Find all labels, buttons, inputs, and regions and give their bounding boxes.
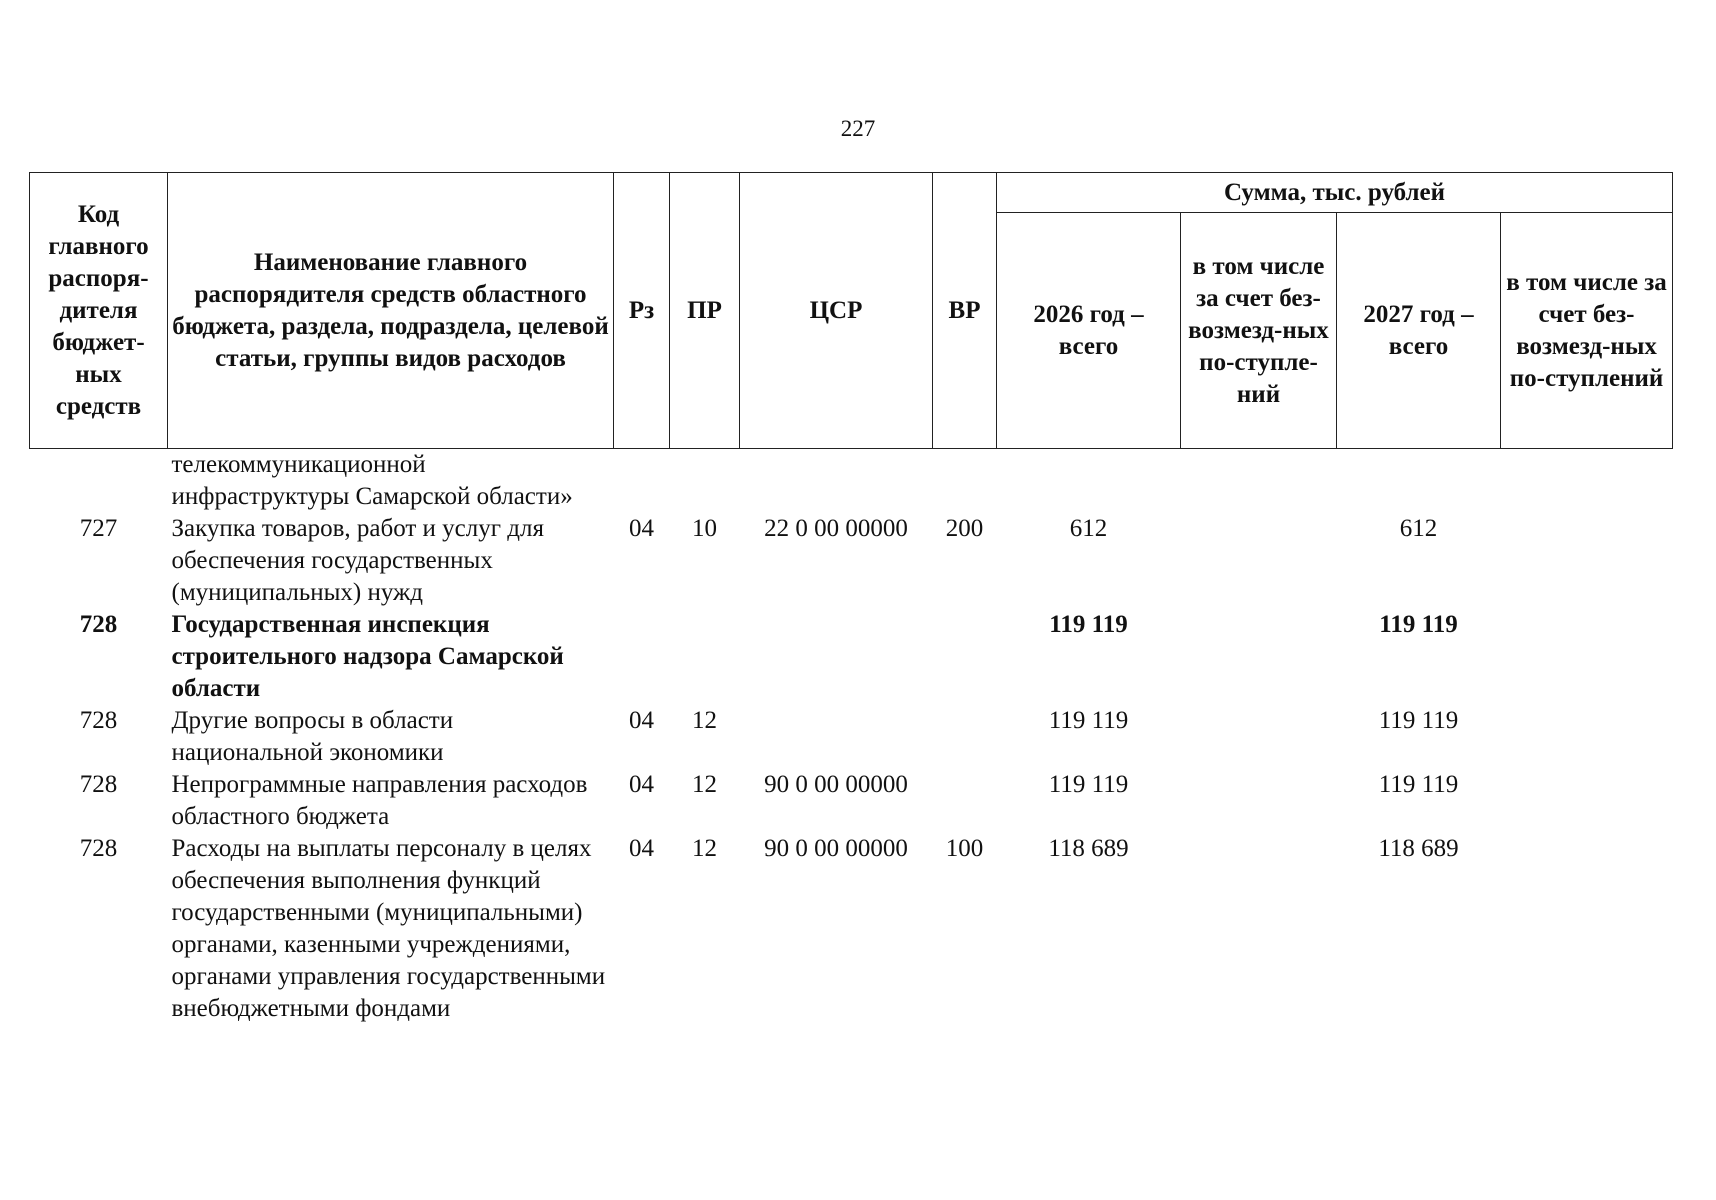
cell-pr: 10: [692, 515, 717, 542]
header-2026-gratuitous: в том числе за счет без-возмезд-ных по-ступле-ний: [1181, 213, 1337, 449]
cell-2026-total: 118 689: [1048, 835, 1129, 862]
cell-code: 728: [79, 771, 118, 798]
header-code: Код главного распоря-дителя бюджет-ных средств: [30, 173, 168, 449]
cell-pr: 12: [692, 707, 717, 734]
cell-2026-total: 612: [1069, 515, 1108, 542]
cell-name: Закупка товаров, работ и услуг для обеспечения государственных (муниципальных) нужд: [171, 515, 544, 606]
header-pr: ПР: [670, 173, 740, 449]
cell-2026-gratuitous: [1181, 609, 1337, 705]
cell-2027-gratuitous: [1501, 833, 1673, 1025]
header-2027-total: 2027 год – всего: [1337, 213, 1501, 449]
cell-name: Государственная инспекция строительного надзора Самарской области: [171, 611, 564, 702]
cell-pr: [670, 449, 740, 514]
cell-2026-total: 119 119: [1048, 707, 1129, 734]
cell-name: Непрограммные направления расходов областного бюджета: [171, 771, 588, 830]
cell-csr: [740, 449, 933, 514]
cell-2026-gratuitous: [1181, 769, 1337, 833]
cell-code: 728: [79, 707, 118, 734]
cell-rz: 04: [629, 771, 654, 798]
table-row: [30, 705, 1673, 769]
cell-2027-total: 119 119: [1378, 707, 1459, 734]
table-body: [30, 449, 1673, 1026]
cell-csr: 90 0 00 00000: [764, 771, 908, 798]
cell-2027-total: 118 689: [1378, 835, 1459, 862]
cell-2027-gratuitous: [1501, 513, 1673, 609]
cell-2027-total: 119 119: [1378, 771, 1459, 798]
cell-csr: [740, 705, 933, 769]
cell-code: 728: [79, 835, 118, 862]
cell-2027-gratuitous: [1501, 449, 1673, 514]
cell-2026-gratuitous: [1181, 705, 1337, 769]
page-number: 227: [840, 116, 876, 141]
header-csr: ЦСР: [740, 173, 933, 449]
cell-2027-gratuitous: [1501, 609, 1673, 705]
cell-pr: [670, 609, 740, 705]
cell-vr: [933, 769, 997, 833]
budget-table: [29, 172, 1673, 1025]
header-name: Наименование главного распорядителя средств областного бюджета, раздела, подраздела, целевой статьи, группы видов расходов: [168, 173, 614, 449]
cell-rz: [614, 609, 670, 705]
table-row: [30, 449, 1673, 514]
cell-csr: 90 0 00 00000: [764, 835, 908, 862]
cell-rz: [614, 449, 670, 514]
cell-rz: 04: [629, 707, 654, 734]
cell-vr: [933, 449, 997, 514]
cell-csr: [740, 609, 933, 705]
table-row: [30, 513, 1673, 609]
cell-2026-gratuitous: [1181, 449, 1337, 514]
cell-vr: 100: [945, 835, 984, 862]
cell-2027-total: 119 119: [1379, 611, 1458, 638]
cell-csr: 22 0 00 00000: [764, 515, 908, 542]
cell-name: телекоммуникационной инфраструктуры Самарской области»: [171, 451, 573, 510]
cell-2026-total: [997, 449, 1181, 514]
cell-2027-total: 612: [1399, 515, 1438, 542]
cell-vr: [933, 705, 997, 769]
table-row: [30, 609, 1673, 705]
cell-2026-total: 119 119: [1048, 771, 1129, 798]
table-row: [30, 769, 1673, 833]
cell-2027-total: [1337, 449, 1501, 514]
cell-pr: 12: [692, 835, 717, 862]
header-2026-total: 2026 год – всего: [997, 213, 1181, 449]
cell-rz: 04: [629, 835, 654, 862]
header-sum-group: Сумма, тыс. рублей: [997, 173, 1673, 213]
header-vr: ВР: [933, 173, 997, 449]
table-header: [30, 173, 1673, 449]
cell-code: 727: [79, 515, 118, 542]
cell-name: Расходы на выплаты персоналу в целях обеспечения выполнения функций государственными (муниципальными) органами, казенными учреждениями, органами управления государственными внебюджетными фондами: [171, 835, 606, 1022]
cell-2027-gratuitous: [1501, 769, 1673, 833]
cell-vr: [933, 609, 997, 705]
cell-rz: 04: [629, 515, 654, 542]
header-rz: Рз: [614, 173, 670, 449]
cell-vr: 200: [945, 515, 984, 542]
cell-2026-total: 119 119: [1049, 611, 1128, 638]
cell-code: [30, 449, 168, 514]
cell-name: Другие вопросы в области национальной экономики: [171, 707, 454, 766]
cell-pr: 12: [692, 771, 717, 798]
table-row: [30, 833, 1673, 1025]
header-2027-gratuitous: в том числе за счет без-возмезд-ных по-ступлений: [1501, 213, 1673, 449]
cell-code: 728: [79, 611, 118, 638]
cell-2026-gratuitous: [1181, 833, 1337, 1025]
cell-2026-gratuitous: [1181, 513, 1337, 609]
cell-2027-gratuitous: [1501, 705, 1673, 769]
